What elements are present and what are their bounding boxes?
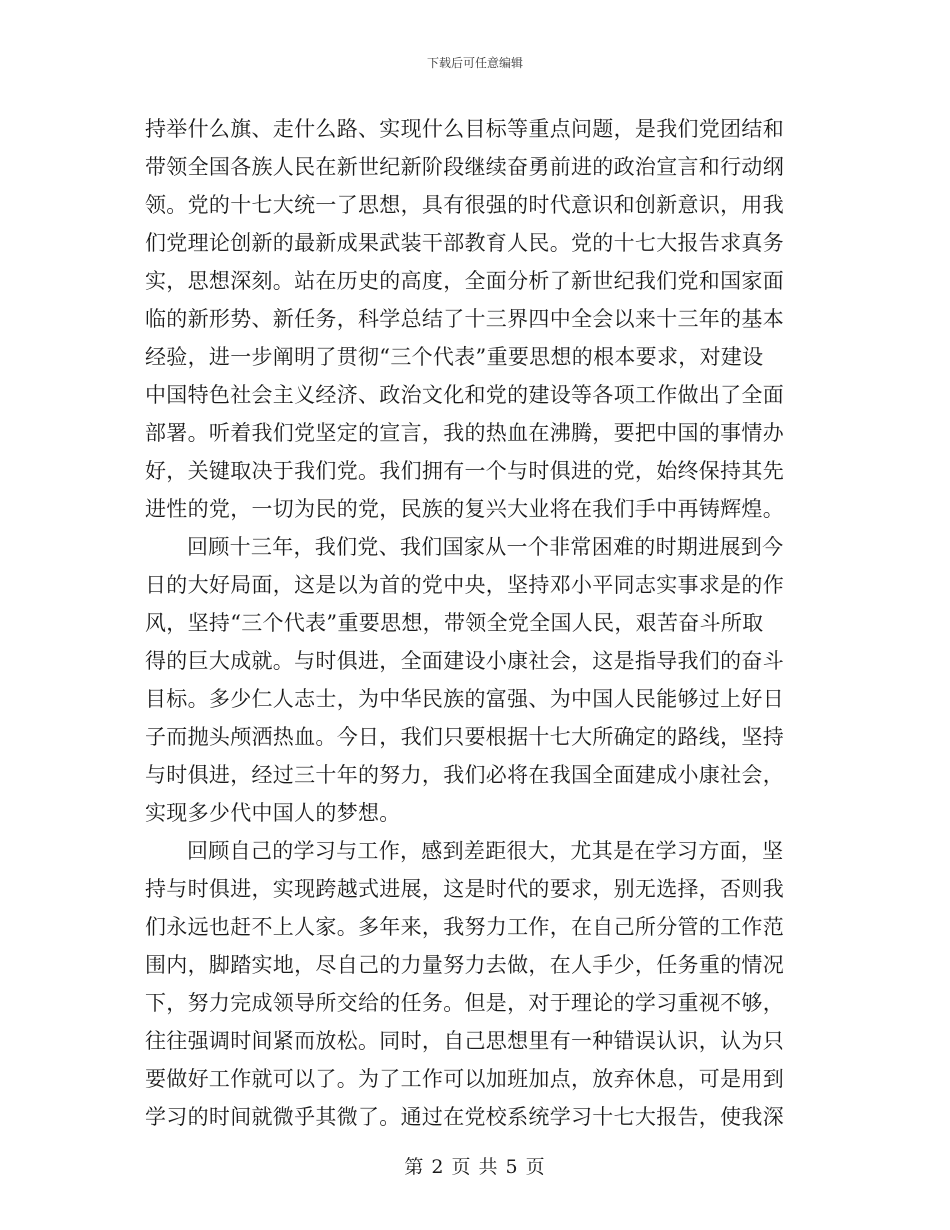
text-line: 要做好工作就可以了。为了工作可以加班加点，放弃休息，可是用到	[145, 1067, 784, 1091]
text-line: 目标。多少仁人志士，为中华民族的富强、为中国人民能够过上好日	[145, 687, 784, 711]
text-line: 与时俱进，经过三十年的努力，我们必将在我国全面建成小康社会，	[145, 763, 784, 787]
text-line: 进性的党，一切为民的党，民族的复兴大业将在我们手中再铸辉煌。	[145, 497, 784, 521]
text-line: 好，关键取决于我们党。我们拥有一个与时俱进的党，始终保持其先	[145, 459, 784, 483]
text-line: 学习的时间就微乎其微了。通过在党校系统学习十七大报告，使我深	[145, 1105, 784, 1129]
page-header: 下载后可任意编辑	[426, 56, 523, 70]
paragraph-first-line: 回顾十三年，我们党、我们国家从一个非常困难的时期进展到今	[187, 535, 784, 559]
text-line: 们永远也赶不上人家。多年来，我努力工作，在自己所分管的工作范	[145, 915, 784, 939]
text-line: 经验，进一步阐明了贯彻“三个代表”重要思想的根本要求，对建设	[145, 345, 764, 369]
text-line: 子而抛头颅洒热血。今日，我们只要根据十七大所确定的路线，坚持	[145, 725, 784, 749]
text-line: 得的巨大成就。与时俱进，全面建设小康社会，这是指导我们的奋斗	[145, 649, 784, 673]
page-number-footer: 第 2 页 共 5 页	[404, 1156, 546, 1178]
paragraph-first-line: 回顾自己的学习与工作，感到差距很大，尤其是在学习方面，坚	[187, 839, 784, 863]
text-line: 往往强调时间紧而放松。同时，自己思想里有一种错误认识，认为只	[145, 1029, 784, 1053]
text-line: 临的新形势、新任务，科学总结了十三界四中全会以来十三年的基本	[145, 307, 784, 331]
text-line: 领。党的十七大统一了思想，具有很强的时代意识和创新意识，用我	[145, 193, 784, 217]
text-line: 围内，脚踏实地，尽自己的力量努力去做，在人手少，任务重的情况	[145, 953, 784, 977]
text-line: 们党理论创新的最新成果武装干部教育人民。党的十七大报告求真务	[145, 231, 784, 255]
text-line: 下，努力完成领导所交给的任务。但是，对于理论的学习重视不够，	[145, 991, 784, 1015]
text-line: 中国特色社会主义经济、政治文化和党的建设等各项工作做出了全面	[145, 383, 784, 407]
text-line: 持举什么旗、走什么路、实现什么目标等重点问题，是我们党团结和	[145, 117, 784, 141]
text-line: 日的大好局面，这是以为首的党中央，坚持邓小平同志实事求是的作	[145, 573, 784, 597]
document-body	[145, 110, 795, 1136]
text-line: 持与时俱进，实现跨越式进展，这是时代的要求，别无选择，否则我	[145, 877, 784, 901]
text-line: 部署。听着我们党坚定的宣言，我的热血在沸腾，要把中国的事情办	[145, 421, 784, 445]
text-line: 风，坚持“三个代表”重要思想，带领全党全国人民，艰苦奋斗所取	[145, 611, 764, 635]
text-line: 实现多少代中国人的梦想。	[145, 801, 401, 825]
text-line: 带领全国各族人民在新世纪新阶段继续奋勇前进的政治宣言和行动纲	[145, 155, 784, 179]
text-line: 实，思想深刻。站在历史的高度，全面分析了新世纪我们党和国家面	[145, 269, 784, 293]
